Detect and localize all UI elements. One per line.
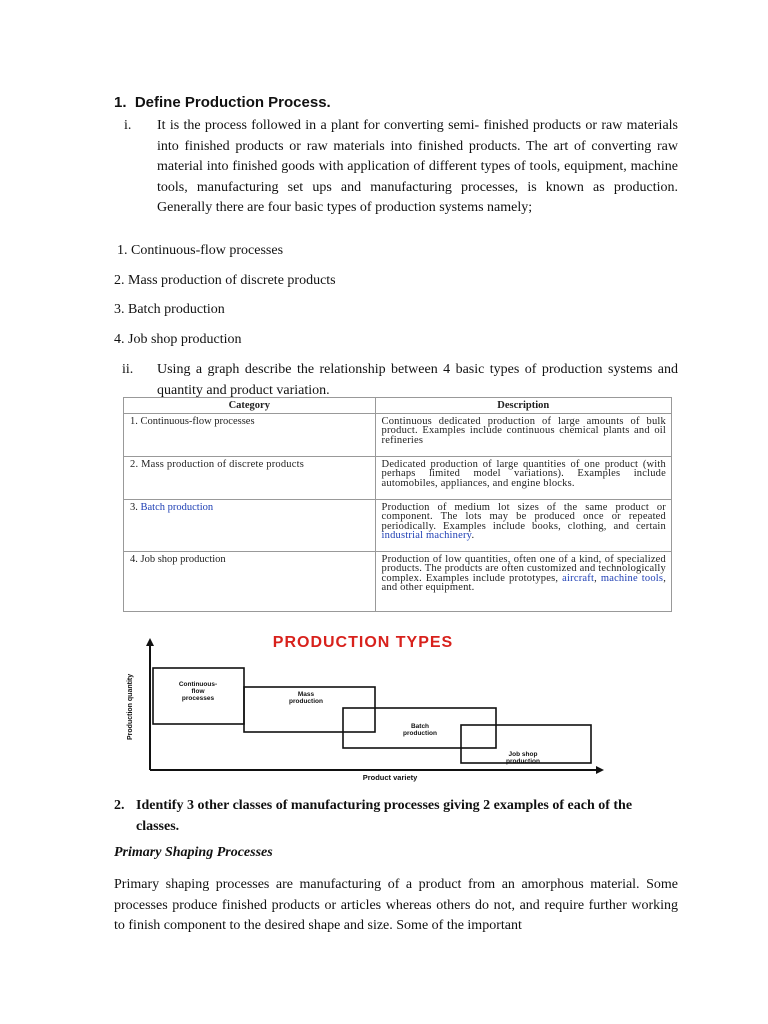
table-row xyxy=(124,457,672,500)
category-cell: 1. Continuous-flow processes xyxy=(124,414,376,457)
graph-question-text: Using a graph describe the relationship between 4 basic types of production systems and quantity and product variation. xyxy=(157,362,678,398)
production-definition-text: It is the process followed in a plant for converting semi- finished products or raw materials into finished products or raw materials into finished products. The art of converting raw material into finished goods with application of different types of tools, equipment, machine tools, manufacturing set ups and manufacturing processes, is known as production. Generally there are four basic types of production systems namely; xyxy=(157,118,678,215)
question-2-heading: Identify 3 other classes of manufacturing processes giving 2 examples of each of the classes. xyxy=(136,798,633,834)
step-label-job-shop-line1: Job shop xyxy=(508,751,538,758)
description-cell: Continuous dedicated production of large amounts of bulk product. Examples include continuous chemical plants and oil refineries xyxy=(375,414,671,457)
description-cell xyxy=(375,552,671,612)
list-item: 4. Job shop production xyxy=(114,332,242,347)
category-cell xyxy=(124,500,376,552)
category-cell: 4. Job shop production xyxy=(124,552,376,612)
y-axis-label: Production quantity xyxy=(127,673,134,740)
description-text: , and other equipment. xyxy=(381,572,667,593)
column-header-description: Description xyxy=(375,398,671,414)
x-axis-arrow-icon xyxy=(596,766,604,774)
step-label-job-shop-line2: production xyxy=(506,758,540,765)
column-header-category: Category xyxy=(124,398,376,414)
diagram-title: PRODUCTION TYPES xyxy=(272,634,454,651)
section-heading-define-production-process: 1. Define Production Process. xyxy=(114,94,331,111)
primary-shaping-paragraph: Primary shaping processes are manufacturing of a product from an amorphous material. Some processes produce finished products or articles whereas others do not, and require further working to finish component to the desired shape and size. Some of the important xyxy=(114,877,678,933)
description-cell xyxy=(375,500,671,552)
list-item: 2. Mass production of discrete products xyxy=(114,273,336,288)
category-cell: 2. Mass production of discrete products xyxy=(124,457,376,500)
batch-production-link[interactable]: Batch production xyxy=(140,502,214,514)
production-categories-table xyxy=(123,397,672,612)
step-label-mass-line1: Mass xyxy=(297,691,315,698)
table-header-row xyxy=(124,398,672,414)
question-2-marker: 2. xyxy=(114,798,125,813)
x-axis-label: Product variety xyxy=(362,773,418,782)
aircraft-link[interactable]: aircraft xyxy=(562,572,595,584)
table-row xyxy=(124,500,672,552)
description-text: . xyxy=(471,529,475,541)
machine-tools-link[interactable]: machine tools xyxy=(600,572,664,584)
list-item: 1. Continuous-flow processes xyxy=(117,243,284,258)
category-prefix: 3. xyxy=(130,502,141,514)
roman-marker-ii: ii. xyxy=(122,362,134,377)
roman-marker-i: i. xyxy=(124,118,132,133)
step-label-continuous-line2: flow xyxy=(191,688,205,695)
step-label-continuous-line3: processes xyxy=(181,695,215,702)
table-row xyxy=(124,414,672,457)
description-text: , xyxy=(594,572,601,584)
step-label-batch-line2: production xyxy=(403,730,437,737)
description-text: Production of low quantities, often one of a kind, of specialized products. The products are often customized and technologically complex. Examples include prototypes, xyxy=(381,554,666,584)
list-item: 3. Batch production xyxy=(114,302,225,317)
description-cell: Dedicated production of large quantities of one product (with perhaps limited model variations). Examples include automobiles, appliances, and engine blocks. xyxy=(375,457,671,500)
production-types-diagram xyxy=(120,630,610,785)
step-label-continuous-line1: Continuous- xyxy=(178,681,218,688)
step-label-mass-line2: production xyxy=(289,698,323,705)
description-text: Production of medium lot sizes of the same product or component. The lots may be produced once or repeated periodically. Examples include books, clothing, and certain xyxy=(381,502,666,532)
primary-shaping-subheading: Primary Shaping Processes xyxy=(114,845,273,860)
y-axis-arrow-icon xyxy=(146,638,154,646)
table-row xyxy=(124,552,672,612)
industrial-machinery-link[interactable]: industrial machinery xyxy=(381,529,472,541)
step-label-batch-line1: Batch xyxy=(410,723,430,730)
